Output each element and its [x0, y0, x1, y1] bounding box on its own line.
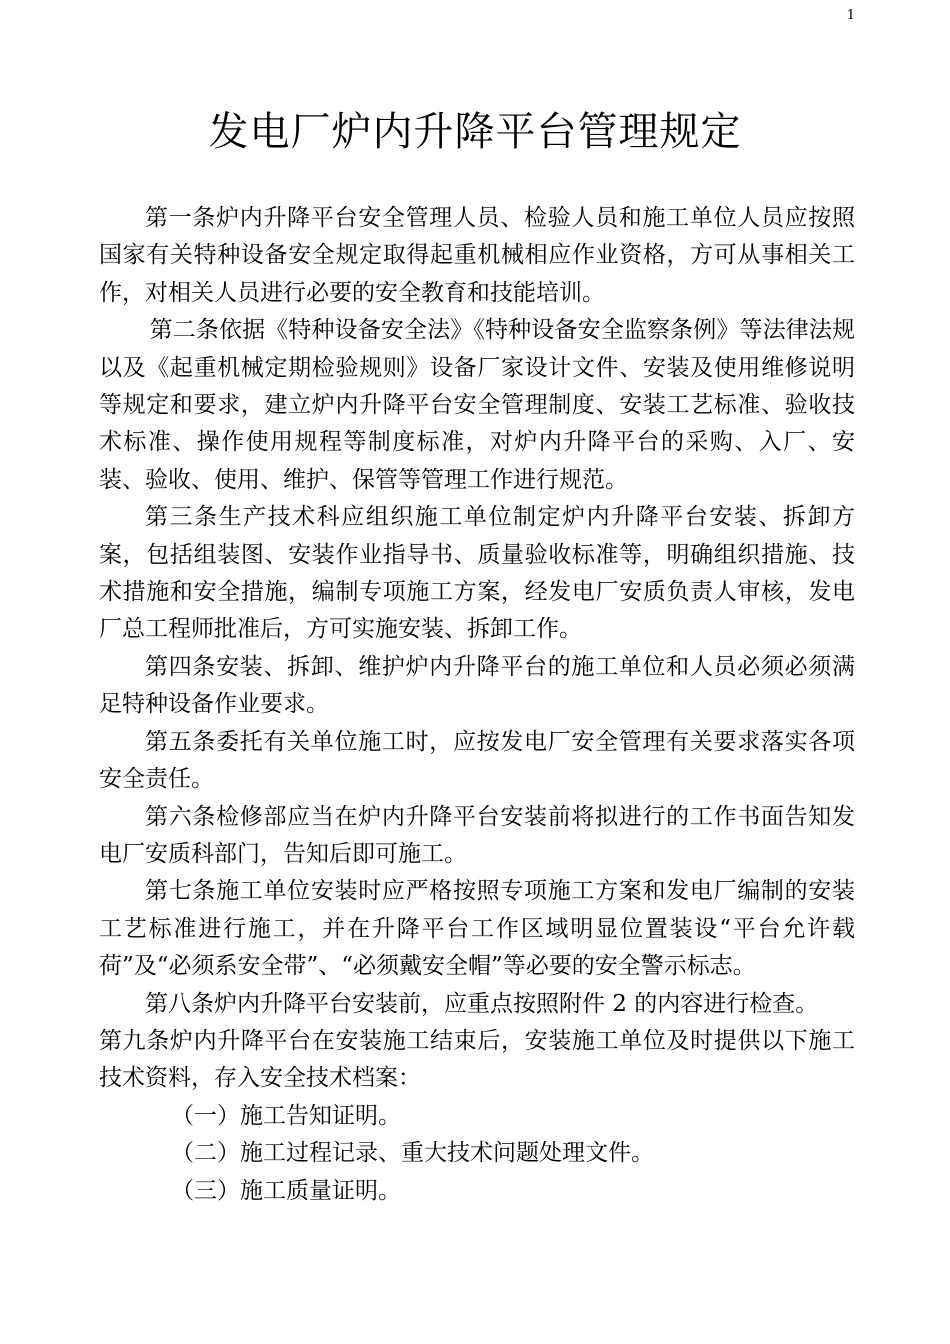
article-7: 第七条施工单位安装时应严格按照专项施工方案和发电厂编制的安装工艺标准进行施工，并在升降平台工作区域明显位置装设“平台允许载荷”及“必须系安全带”、“必须戴安全帽”等必要的安全警示标志。 [99, 878, 855, 980]
document-title: 发电厂炉内升降平台管理规定 [208, 109, 742, 155]
list-item: （一）施工告知证明。 [171, 1102, 401, 1129]
article-3: 第三条生产技术科应组织施工单位制定炉内升降平台安装、拆卸方案，包括组装图、安装作业指导书、质量验收标准等，明确组织措施、技术措施和安全措施，编制专项施工方案，经发电厂安质负责人审核，发电厂总工程师批准后，方可实施安装、拆卸工作。 [99, 504, 855, 643]
article-9: 第九条炉内升降平台在安装施工结束后，安装施工单位及时提供以下施工技术资料，存入安全技术档案： [99, 1027, 855, 1092]
article-8: 第八条炉内升降平台安装前，应重点按照附件 2 的内容进行检查。 [145, 990, 819, 1017]
article-2: 第二条依据《特种设备安全法》《特种设备安全监察条例》等法律法规以及《起重机械定期检验规则》设备厂家设计文件、安装及使用维修说明等规定和要求，建立炉内升降平台安全管理制度、安装工艺标准、验收技术标准、操作使用规程等制度标准，对炉内升降平台的采购、入厂、安装、验收、使用、维护、保管等管理工作进行规范。 [99, 317, 855, 493]
list-item: （二）施工过程记录、重大技术问题处理文件。 [171, 1140, 654, 1167]
document-body [99, 200, 855, 1210]
article-4: 第四条安装、拆卸、维护炉内升降平台的施工单位和人员必须必须满足特种设备作业要求。 [99, 653, 855, 718]
article-1: 第一条炉内升降平台安全管理人员、检验人员和施工单位人员应按照国家有关特种设备安全规定取得起重机械相应作业资格，方可从事相关工作，对相关人员进行必要的安全教育和技能培训。 [99, 205, 855, 306]
article-6: 第六条检修部应当在炉内升降平台安装前将拟进行的工作书面告知发电厂安质科部门，告知后即可施工。 [99, 803, 855, 867]
page-number: 1 [846, 8, 855, 23]
article-5: 第五条委托有关单位施工时，应按发电厂安全管理有关要求落实各项安全责任。 [99, 728, 855, 793]
list-item: （三）施工质量证明。 [171, 1177, 401, 1204]
